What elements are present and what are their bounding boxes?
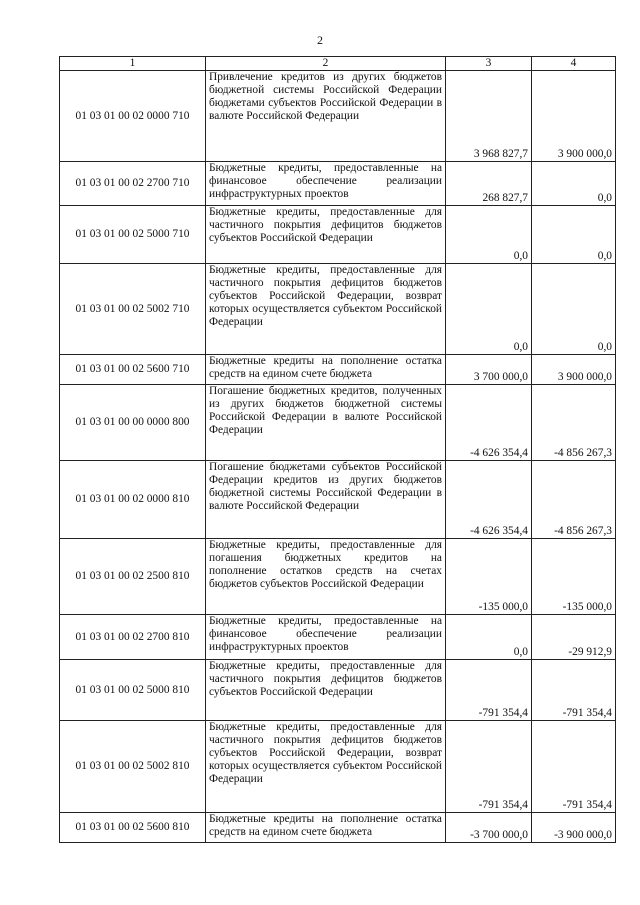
column-header-amount-4: 4: [532, 57, 616, 71]
row-amount-4: 0,0: [532, 162, 616, 206]
row-amount-4: -791 354,4: [532, 721, 616, 813]
row-code: 01 03 01 00 02 2500 810: [60, 539, 206, 615]
table-row: [60, 206, 616, 264]
row-code: 01 03 01 00 02 5002 810: [60, 721, 206, 813]
column-header-code: 1: [60, 57, 206, 71]
row-amount-4: -3 900 000,0: [532, 813, 616, 843]
table-row: [60, 721, 616, 813]
table-row: [60, 264, 616, 355]
table-row: [60, 385, 616, 461]
row-description: Бюджетные кредиты, предоставленные на финансовое обеспечение реализации инфраструктурных проектов: [206, 162, 446, 206]
row-amount-3: 0,0: [446, 206, 532, 264]
row-amount-4: -4 856 267,3: [532, 385, 616, 461]
row-code: 01 03 01 00 00 0000 800: [60, 385, 206, 461]
row-code: 01 03 01 00 02 5002 710: [60, 264, 206, 355]
row-code: 01 03 01 00 02 2700 810: [60, 615, 206, 660]
budget-table: [59, 56, 616, 843]
row-amount-3: -791 354,4: [446, 721, 532, 813]
column-header-amount-3: 3: [446, 57, 532, 71]
row-amount-4: -135 000,0: [532, 539, 616, 615]
table-row: [60, 660, 616, 721]
table-row: [60, 813, 616, 843]
table-row: [60, 615, 616, 660]
row-amount-3: 0,0: [446, 615, 532, 660]
row-amount-4: -4 856 267,3: [532, 461, 616, 539]
row-amount-4: 3 900 000,0: [532, 71, 616, 162]
row-amount-3: -4 626 354,4: [446, 385, 532, 461]
table-row: [60, 162, 616, 206]
row-amount-3: 268 827,7: [446, 162, 532, 206]
row-description: Бюджетные кредиты, предоставленные для погашения бюджетных кредитов на пополнение остатков средств на счетах бюджетов субъектов Российской Федерации: [206, 539, 446, 615]
row-amount-4: -29 912,9: [532, 615, 616, 660]
row-amount-3: 3 968 827,7: [446, 71, 532, 162]
row-amount-4: -791 354,4: [532, 660, 616, 721]
row-amount-3: -791 354,4: [446, 660, 532, 721]
row-code: 01 03 01 00 02 5600 810: [60, 813, 206, 843]
table-row: [60, 355, 616, 385]
table-header-row: [60, 57, 616, 71]
row-amount-4: 0,0: [532, 264, 616, 355]
row-description: Бюджетные кредиты, предоставленные на финансовое обеспечение реализации инфраструктурных проектов: [206, 615, 446, 660]
column-header-description: 2: [206, 57, 446, 71]
row-amount-4: 3 900 000,0: [532, 355, 616, 385]
table-row: [60, 539, 616, 615]
row-description: Погашение бюджетных кредитов, полученных из других бюджетов бюджетной системы Российской Федерации в валюте Российской Федерации: [206, 385, 446, 461]
page-number: 2: [317, 33, 323, 47]
row-amount-3: 0,0: [446, 264, 532, 355]
row-code: 01 03 01 00 02 2700 710: [60, 162, 206, 206]
row-amount-3: 3 700 000,0: [446, 355, 532, 385]
row-description: Бюджетные кредиты на пополнение остатка средств на едином счете бюджета: [206, 813, 446, 843]
table-row: [60, 71, 616, 162]
row-amount-3: -135 000,0: [446, 539, 532, 615]
row-code: 01 03 01 00 02 5000 710: [60, 206, 206, 264]
row-amount-4: 0,0: [532, 206, 616, 264]
row-description: Бюджетные кредиты, предоставленные для частичного покрытия дефицитов бюджетов субъектов Российской Федерации: [206, 660, 446, 721]
row-description: Бюджетные кредиты, предоставленные для частичного покрытия дефицитов бюджетов субъектов Российской Федерации, возврат которых осуществляется субъектом Российской Федерации: [206, 264, 446, 355]
table-row: [60, 461, 616, 539]
row-description: Бюджетные кредиты, предоставленные для частичного покрытия дефицитов бюджетов субъектов Российской Федерации, возврат которых осуществляется субъектом Российской Федерации: [206, 721, 446, 813]
row-code: 01 03 01 00 02 5000 810: [60, 660, 206, 721]
row-description: Бюджетные кредиты на пополнение остатка средств на едином счете бюджета: [206, 355, 446, 385]
row-code: 01 03 01 00 02 0000 710: [60, 71, 206, 162]
row-description: Погашение бюджетами субъектов Российской Федерации кредитов из других бюджетов бюджетной системы Российской Федерации в валюте Российской Федерации: [206, 461, 446, 539]
row-amount-3: -3 700 000,0: [446, 813, 532, 843]
row-code: 01 03 01 00 02 5600 710: [60, 355, 206, 385]
row-amount-3: -4 626 354,4: [446, 461, 532, 539]
row-description: Привлечение кредитов из других бюджетов бюджетной системы Российской Федерации бюджетами субъектов Российской Федерации в валюте Российской Федерации: [206, 71, 446, 162]
row-code: 01 03 01 00 02 0000 810: [60, 461, 206, 539]
row-description: Бюджетные кредиты, предоставленные для частичного покрытия дефицитов бюджетов субъектов Российской Федерации: [206, 206, 446, 264]
